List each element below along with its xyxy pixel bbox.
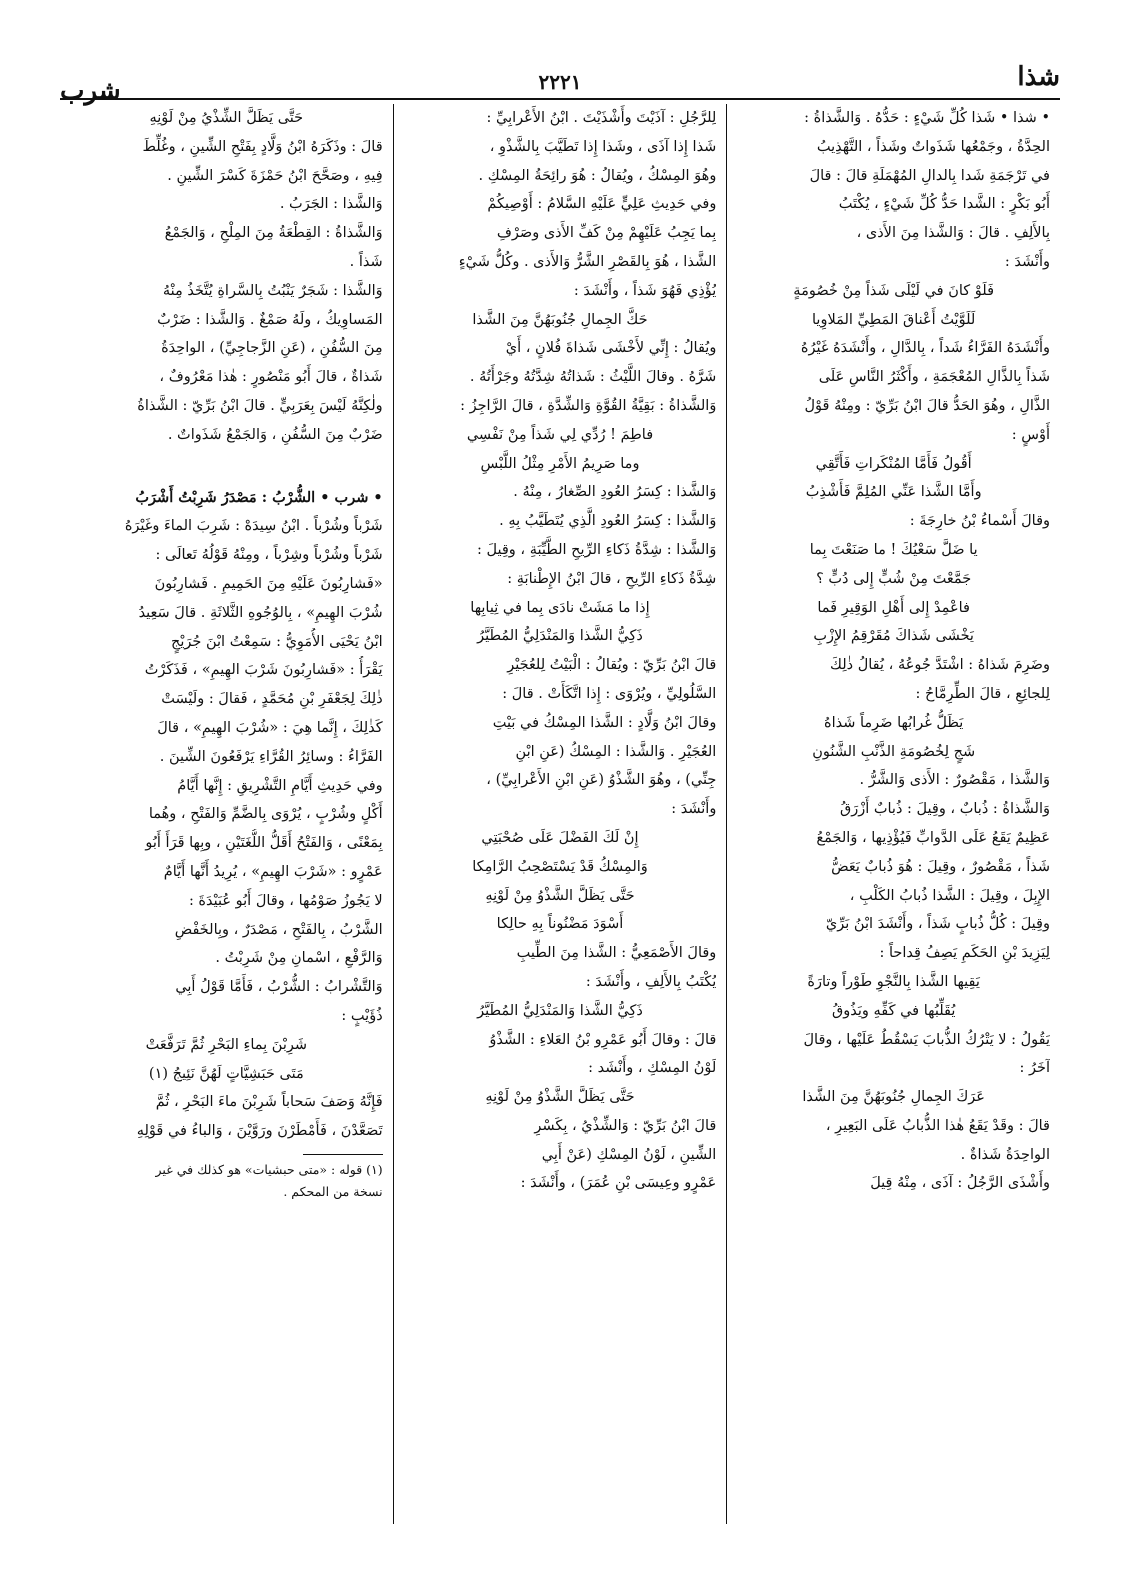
text-line: ويُقالُ : إِنِّي لأَخْشَى شَذاةَ فُلانٍ ، أَيْ bbox=[505, 340, 717, 357]
text-line: الحِدَّةُ ، وجَمْعُها شَذَواتٌ وشَذاً ، التَّهْذِيبُ bbox=[816, 138, 1050, 155]
text-line: الفَرَّاءُ : وسائِرُ القُرَّاءِ يَرْفَعُونَ الشِّينَ . bbox=[159, 748, 383, 765]
text-line: وَالشَّذاةُ : ذُبابٌ ، وقِيلَ : ذُبابٌ أَزْرَقُ bbox=[839, 801, 1050, 818]
verse-line: إِذا ما مَشَتْ نادَى بِما في ثِيابِها bbox=[470, 599, 650, 616]
text-line: أَوْسٍ : bbox=[1011, 426, 1050, 443]
text-line: ذٰلِكَ لِجَعْفَرِ بْنِ مُحَمَّدٍ ، فَقالَ : ولَيْسَتْ bbox=[161, 691, 383, 708]
text-line: تَصَعَّدْنَ ، فَأَمْطَرْنَ ورَوَّيْنَ ، وَالباءُ في قَوْلِهِ bbox=[136, 1123, 383, 1140]
text-line: وَالشَّذا : شَجَرٌ يَنْبُتُ بِالسَّراةِ يُتَّخَذُ مِنْهُ bbox=[162, 282, 383, 299]
text-line: وأَنْشَدَهُ الفَرَّاءُ شَداً ، بِالدَّالِ ، وأَنْشَدَهُ غَيْرُهُ bbox=[800, 340, 1050, 357]
text-line: وأَشْذَى الرَّجُلُ : آذَى ، مِنْهُ قِيلَ bbox=[870, 1175, 1050, 1192]
verse-line: شَجٍ لِخُصُومَةِ الذَّنْبِ الشَّنُونِ bbox=[812, 743, 976, 760]
text-line: لا يَجُوزُ صَوْمُها ، وقالَ أَبُو عُبَيْدَةَ : bbox=[188, 892, 383, 909]
text-line: بِالأَلِفِ . قالَ : وَالشَّذا مِنَ الأَذى ، bbox=[856, 225, 1050, 242]
text-line: ضَرْبٌ مِنَ السُّفُنِ ، وَالجَمْعُ شَذَواتٌ . bbox=[167, 426, 383, 443]
text-line: ابْنُ يَحْيَى الأُمَوِيُّ : سَمِعْتُ ابْنَ جُرَيْجٍ bbox=[171, 633, 383, 650]
text-line: شِدَّةُ ذَكاءِ الرِّيحِ ، قالَ ابْنُ الإِطْنابَةِ : bbox=[507, 570, 717, 587]
text-line: وأَنْشَدَ : bbox=[671, 801, 717, 818]
text-line: لَوْنُ المِسْكِ ، وأَنْشَد : bbox=[588, 1060, 717, 1077]
text-line: فَإِنَّهُ وَصَفَ سَحاباً شَرِبْنَ ماءَ البَحْرِ ، ثُمَّ bbox=[155, 1094, 383, 1111]
text-line: وَالشَّذاةُ : بَقِيَّةُ القُوَّةِ وَالشِّدَّةِ ، قالَ الرَّاجِزُ : bbox=[460, 397, 717, 414]
footnote-line: نسخة من المحكم . bbox=[283, 1183, 383, 1199]
text-line: وفي حَدِيثِ عَلِيٍّ عَلَيْهِ السَّلامُ : أَوْصِيكُمْ bbox=[487, 196, 717, 213]
text-line: شَذاً بِالذَّالِ المُعْجَمَةِ ، وأَكْثَرُ النَّاسِ عَلَى bbox=[818, 369, 1050, 386]
text-line: عَظِيمٌ يَقَعُ عَلَى الدَّوابِّ فَيُؤْذِيها ، وَالجَمْعُ bbox=[816, 829, 1050, 846]
entry-separator bbox=[70, 450, 383, 484]
verse-line: أَقُولُ فَأَمَّا المُنْكَراتِ فَأَتَّقِي bbox=[815, 455, 972, 472]
column-left bbox=[60, 104, 394, 1524]
page-header bbox=[60, 58, 1060, 106]
text-line: قالَ : وقالَ أَبُو عَمْرِو بْنُ العَلاءِ : الشَّذْوُ bbox=[489, 1031, 717, 1048]
text-line: قالَ : وذَكَرَهُ ابْنُ وَلَّادٍ بِفَتْحِ الشِّينِ ، وغُلِّطَ bbox=[142, 138, 383, 155]
running-head-left: شرب bbox=[60, 76, 121, 106]
verse-line: يَظَلُّ غُرابُها ضَرِماً شَذاهُ bbox=[823, 714, 964, 731]
text-line: وقِيلَ : كُلُّ ذُبابٍ شَذاً ، وأَنْشَدَ ابْنُ بَرِّيّ bbox=[825, 916, 1050, 933]
text-line: وَالتَّشْرابُ : الشُّرْبُ ، فَأَمَّا قَوْلُ أَبِي bbox=[175, 979, 383, 996]
text-line: فِيهِ ، وصَحَّحَ ابْنُ حَمْزَةَ كَسْرَ الشِّينِ . bbox=[167, 167, 383, 184]
text-line: وقالَ ابْنُ وَلَّادٍ : الشَّذا المِسْكُ في بَيْتِ bbox=[492, 714, 717, 731]
text-line: الواحِدَةُ شَذاةٌ . bbox=[960, 1146, 1050, 1163]
text-line: يُكْتَبُ بِالأَلِفِ ، وأَنْشَدَ : bbox=[585, 973, 717, 990]
text-line: قالَ ابْنُ بَرِّيّ : ويُقالُ : الْبَيْتُ لِلعُجَيْرِ bbox=[507, 657, 717, 674]
verse-line: عَرَكَ الجِمالِ جُنُوبَهُنَّ مِنَ الشَّذا bbox=[802, 1089, 985, 1106]
verse-line: فاطِمَ ! رُدِّي لِي شَذاً مِنْ نَفْسِي bbox=[466, 426, 654, 443]
verse-line: إِنْ لَكَ الفَضْلَ عَلَى صُحْبَتِي bbox=[481, 829, 639, 846]
text-line: العُجَيْرِ . وَالشَّذا : المِسْكُ (عَنِ ابْنِ bbox=[515, 743, 717, 760]
verse-line: ذَكِيُّ الشَّذا وَالمَنْدَلِيُّ المُطَيَّرُ bbox=[477, 1002, 643, 1019]
text-line: وَالشَّذا : شِدَّةُ ذَكاءِ الرِّيحِ الطَّيِّبَةِ ، وقِيلَ : bbox=[477, 541, 717, 558]
text-line: وَالشَّذا : الجَرَبُ . bbox=[279, 196, 383, 213]
column-right bbox=[727, 104, 1060, 1524]
text-line: يُؤْذِي فَهُوَ شَذاً ، وأَنْشَدَ : bbox=[573, 282, 717, 299]
text-line: شَذا إِذا آذَى ، وشَذا إِذا تَطَيَّبَ بِالشَّذْوِ ، bbox=[489, 138, 717, 155]
text-line: «فَشارِبُونَ عَلَيْهِ مِنَ الحَمِيمِ . فَشارِبُونَ bbox=[154, 575, 383, 592]
text-line: شَذاً ، مَقْصُورٌ ، وقِيلَ : هُوَ ذُبابٌ يَعَضُّ bbox=[831, 858, 1050, 875]
text-line: أَبُو بَكْرٍ : الشَّدا حَدُّ كُلِّ شَيْءٍ ، يُكْتَبُ bbox=[838, 196, 1050, 213]
text-line: جِنِّي) ، وهُوَ الشَّذْوُ (عَنِ ابْنِ الأَعْرابِيِّ) ، bbox=[486, 772, 717, 789]
text-line: شَرَّهُ . وقالَ اللَّيْثُ : شَذاتُهُ شِدَّتُهُ وجَرْأَتُهُ . bbox=[469, 369, 717, 386]
verse-line: جَمَّعْتَ مِنْ شُبٍّ إِلى دُبٍّ ؟ bbox=[816, 570, 972, 587]
verse-line: فَلَوْ كانَ في لَيْلَى شَذاً مِنْ خُصُومَةٍ bbox=[793, 282, 995, 299]
text-line: شَرْباً وشُرْباً . ابْنُ سِيدَهْ : شَرِبَ الماءَ وغَيْرَهُ bbox=[124, 518, 383, 535]
text-line: وَالرَّفْعِ ، اسْمانِ مِنْ شَرِبْتُ . bbox=[215, 950, 383, 967]
verse-line: يَقِيها الشَّذا بِالنَّجْوِ طَوْراً وتارَةً bbox=[807, 973, 980, 990]
text-line: المَساوِيكُ ، ولَهُ صَمْغٌ . وَالشَّذا : ضَرْبٌ bbox=[157, 311, 383, 328]
dictionary-columns bbox=[60, 104, 1060, 1524]
text-line: ولٰكِنَّهُ لَيْسَ بِعَرَبِيٍّ . قالَ ابْنُ بَرِّيّ : الشَّذاةُ bbox=[137, 397, 383, 414]
verse-line: مَتَى حَبَشِيَّاتٍ لَهُنَّ نَئِيجُ (١) bbox=[148, 1065, 304, 1082]
verse-line: وأَمَّا الشَّذا عَنِّي المُلِمَّ فَأَشْذِبُ bbox=[805, 484, 982, 501]
text-line: عَمْرٍو وعِيسَى بْنِ عُمَرَ) ، وأَنْشَدَ : bbox=[520, 1175, 717, 1192]
text-line: وأَنْشَدَ : bbox=[1004, 253, 1050, 270]
text-line: وضَرِمَ شَذاهُ : اشْتَدَّ جُوعُهُ ، يُقالُ ذٰلِكَ bbox=[830, 657, 1050, 674]
verse-line: أَسْوَدَ مَضْنُوناً بِهِ حالِكا bbox=[496, 916, 624, 933]
text-line: شُرْبَ الهِيمِ» ، بِالوُجُوهِ الثَّلاثَةِ . قالَ سَعِيدُ bbox=[138, 604, 383, 621]
text-line: يَقُولُ : لا يَتْرُكُ الذُّبابَ يَسْقُطُ عَلَيْها ، وقالَ bbox=[803, 1031, 1050, 1048]
text-line: وَالشَّذاةُ : القِطْعَةُ مِنَ المِلْحِ ، وَالجَمْعُ bbox=[164, 225, 383, 242]
text-line: بِما يَجِبُ عَلَيْهِمْ مِنْ كَفِّ الأَذى وصَرْفِ bbox=[496, 225, 717, 242]
text-line: السَّلُولِيِّ ، ويُرْوَى : إِذا اتَّكَأَتْ . قالَ : bbox=[502, 685, 717, 702]
text-line: شَذاً . bbox=[349, 253, 383, 270]
text-line: الشَّرْبُ ، بِالفَتْحِ ، مَصْدَرٌ ، وبِالخَفْضِ bbox=[174, 921, 383, 938]
text-line: عَمْرٍو : «شَرْبَ الهِيمِ» ، يُرِيدُ أَنَّها أَيَّامٌ bbox=[163, 863, 383, 880]
page-number: ٢٢٢١ bbox=[538, 70, 582, 94]
text-line: بِمَعْنًى ، وَالفَتْحُ أَقَلُّ اللُّغَتَيْنِ ، وبِها قَرَأَ أَبُو bbox=[145, 835, 383, 852]
text-line: • شذا • شَذا كُلِّ شَيْءٍ : حَدُّهُ . وَالشَّذاةُ : bbox=[804, 110, 1050, 126]
text-line: أَكْلٍ وشُرْبٍ ، يُرْوَى بِالضَّمِّ وَالفَتْحِ ، وهُما bbox=[148, 806, 383, 823]
text-line: كَذٰلِكَ ، إِنَّما هِيَ : «شُرْبَ الهِيمِ» ، قالَ bbox=[157, 719, 383, 736]
verse-line: حَكَّ الجِمالِ جُنُوبَهُنَّ مِنَ الشَّذا bbox=[472, 311, 648, 328]
verse-line: وما صَرِيمُ الأَمْرِ مِثْلُ اللَّبْسِ bbox=[480, 455, 640, 472]
text-line: وقالَ الأَصْمَعِيُّ : الشَّذا مِنَ الطِّيبِ bbox=[516, 945, 717, 962]
verse-line: فاعْمِدْ إِلى أَهْلِ الوَقِيرِ فَما bbox=[817, 599, 970, 616]
text-line: لِيَزِيدَ بْنِ الحَكَمِ يَصِفُ قِداحاً : bbox=[879, 945, 1050, 962]
text-line: الشِّينِ ، لَوْنُ المِسْكِ (عَنْ أَبِي bbox=[541, 1146, 717, 1163]
verse-line: ذَكِيُّ الشَّذا وَالمَنْدَلِيُّ المُطَيَّرُ bbox=[477, 628, 643, 645]
verse-line: يُقَلِّبُها في كَفِّهِ ويَذُوقُ bbox=[831, 1002, 956, 1019]
verse-line: يَخْشَى شَذاكَ مُقَرْقِمُ الإِزْبِ bbox=[813, 628, 974, 645]
verse-line: شَرِبْنَ بِماءِ البَحْرِ ثُمَّ تَرَفَّعَتْ bbox=[145, 1036, 308, 1053]
text-line: وَالشَّذا ، مَقْصُورٌ : الأَذى وَالشَّرُّ . bbox=[859, 772, 1050, 789]
text-line: آخَرُ : bbox=[1019, 1060, 1050, 1077]
column-middle bbox=[394, 104, 728, 1524]
text-line: الإِبِلَ ، وقِيلَ : الشَّذا ذُبابُ الكَلْبِ ، bbox=[849, 887, 1050, 904]
text-line: الشَّذا ، هُوَ بِالقَصْرِ الشَّرُّ وَالأَذى . وكُلُّ شَيْءٍ bbox=[458, 253, 717, 270]
verse-line: حَتَّى يَظَلَّ الشَّذْوُ مِنْ لَوْنِهِ bbox=[485, 887, 635, 904]
text-line: وَالشَّذا : كِسَرُ العُودِ الصِّغارُ ، مِنْهُ . bbox=[513, 484, 717, 501]
entry-headword-line: • شرب • الشُّرْبُ : مَصْدَرُ شَرِبْتُ أَشْرَبُ bbox=[135, 488, 383, 506]
text-line: مِنَ السُّفُنِ ، (عَنِ الزَّجاجِيِّ) ، الواحِدَةُ bbox=[161, 340, 383, 357]
header-rule bbox=[60, 98, 1060, 100]
text-line: شَرْباً وشُرْباً وشِرْباً ، ومِنْهُ قَوْلُهُ تَعالَى : bbox=[155, 547, 383, 564]
verse-line: حَتَّى يَظَلَّ الشِّذْيُ مِنْ لَوْنِهِ bbox=[149, 110, 304, 126]
text-line: شَذاةٌ ، قالَ أَبُو مَنْصُورٍ : هٰذا مَعْرُوفٌ ، bbox=[159, 369, 383, 386]
text-line: ذُؤَيْبٍ : bbox=[341, 1007, 383, 1024]
text-line: وَالشَّذا : كِسَرُ العُودِ الَّذِي يُتَطَيَّبُ بِهِ . bbox=[499, 513, 717, 530]
text-line: الذَّالِ ، وهُوَ الحَدُّ قالَ ابْنُ بَرِّيّ : ومِنْهُ قَوْلُ bbox=[804, 397, 1050, 414]
text-line: لِلرَّجُلِ : آذَيْتَ وأَشْذَيْتَ . ابْنُ الأَعْرابِيِّ : bbox=[486, 110, 717, 126]
verse-line: يا ضَلَّ سَعْيُكَ ! ما صَنَعْتَ بِما bbox=[809, 541, 978, 558]
text-line: قالَ : وقَدْ يَقَعُ هٰذا الذُّبابُ عَلَى البَعِيرِ ، bbox=[825, 1117, 1050, 1134]
text-line: وفي حَدِيثِ أَيَّامِ التَّشْرِيقِ : إِنَّها أَيَّامُ bbox=[177, 777, 383, 794]
text-line: في تَرْجَمَةِ شَدا بِالدالِ المُهْمَلَةِ قالَ : قالَ bbox=[809, 167, 1050, 184]
text-line: وهُوَ المِسْكُ ، ويُقالُ : هُوَ رائِحَةُ المِسْكِ . bbox=[478, 167, 717, 184]
verse-line: حَتَّى يَظَلَّ الشَّذْوُ مِنْ لَوْنِهِ bbox=[485, 1089, 635, 1106]
footnote-rule bbox=[303, 1154, 383, 1155]
verse-line: وَالمِسْكُ قَدْ يَسْتَصْحِبُ الرَّامِكا bbox=[472, 858, 648, 875]
text-line: يَقْرَأُ : «فَشارِبُونَ شَرْبَ الهِيمِ» ، فَذَكَرْتُ bbox=[144, 662, 383, 679]
footnote-line: (١) قوله : «متى حبشيات» هو كذلك في غير bbox=[155, 1161, 383, 1177]
text-line: وقالَ أَسْماءُ بْنُ خارِجَةَ : bbox=[909, 513, 1050, 530]
text-line: لِلجائِعِ ، قالَ الطِّرِمَّاحُ : bbox=[915, 685, 1050, 702]
text-line: قالَ ابْنُ بَرِّيّ : وَالشِّذْيُ ، بِكَسْرِ bbox=[534, 1117, 717, 1134]
verse-line: لَلَوَّيْتُ أَعْناقَ المَطِيِّ المَلاوِيا bbox=[812, 311, 976, 328]
running-head-right: شذا bbox=[1017, 62, 1060, 92]
